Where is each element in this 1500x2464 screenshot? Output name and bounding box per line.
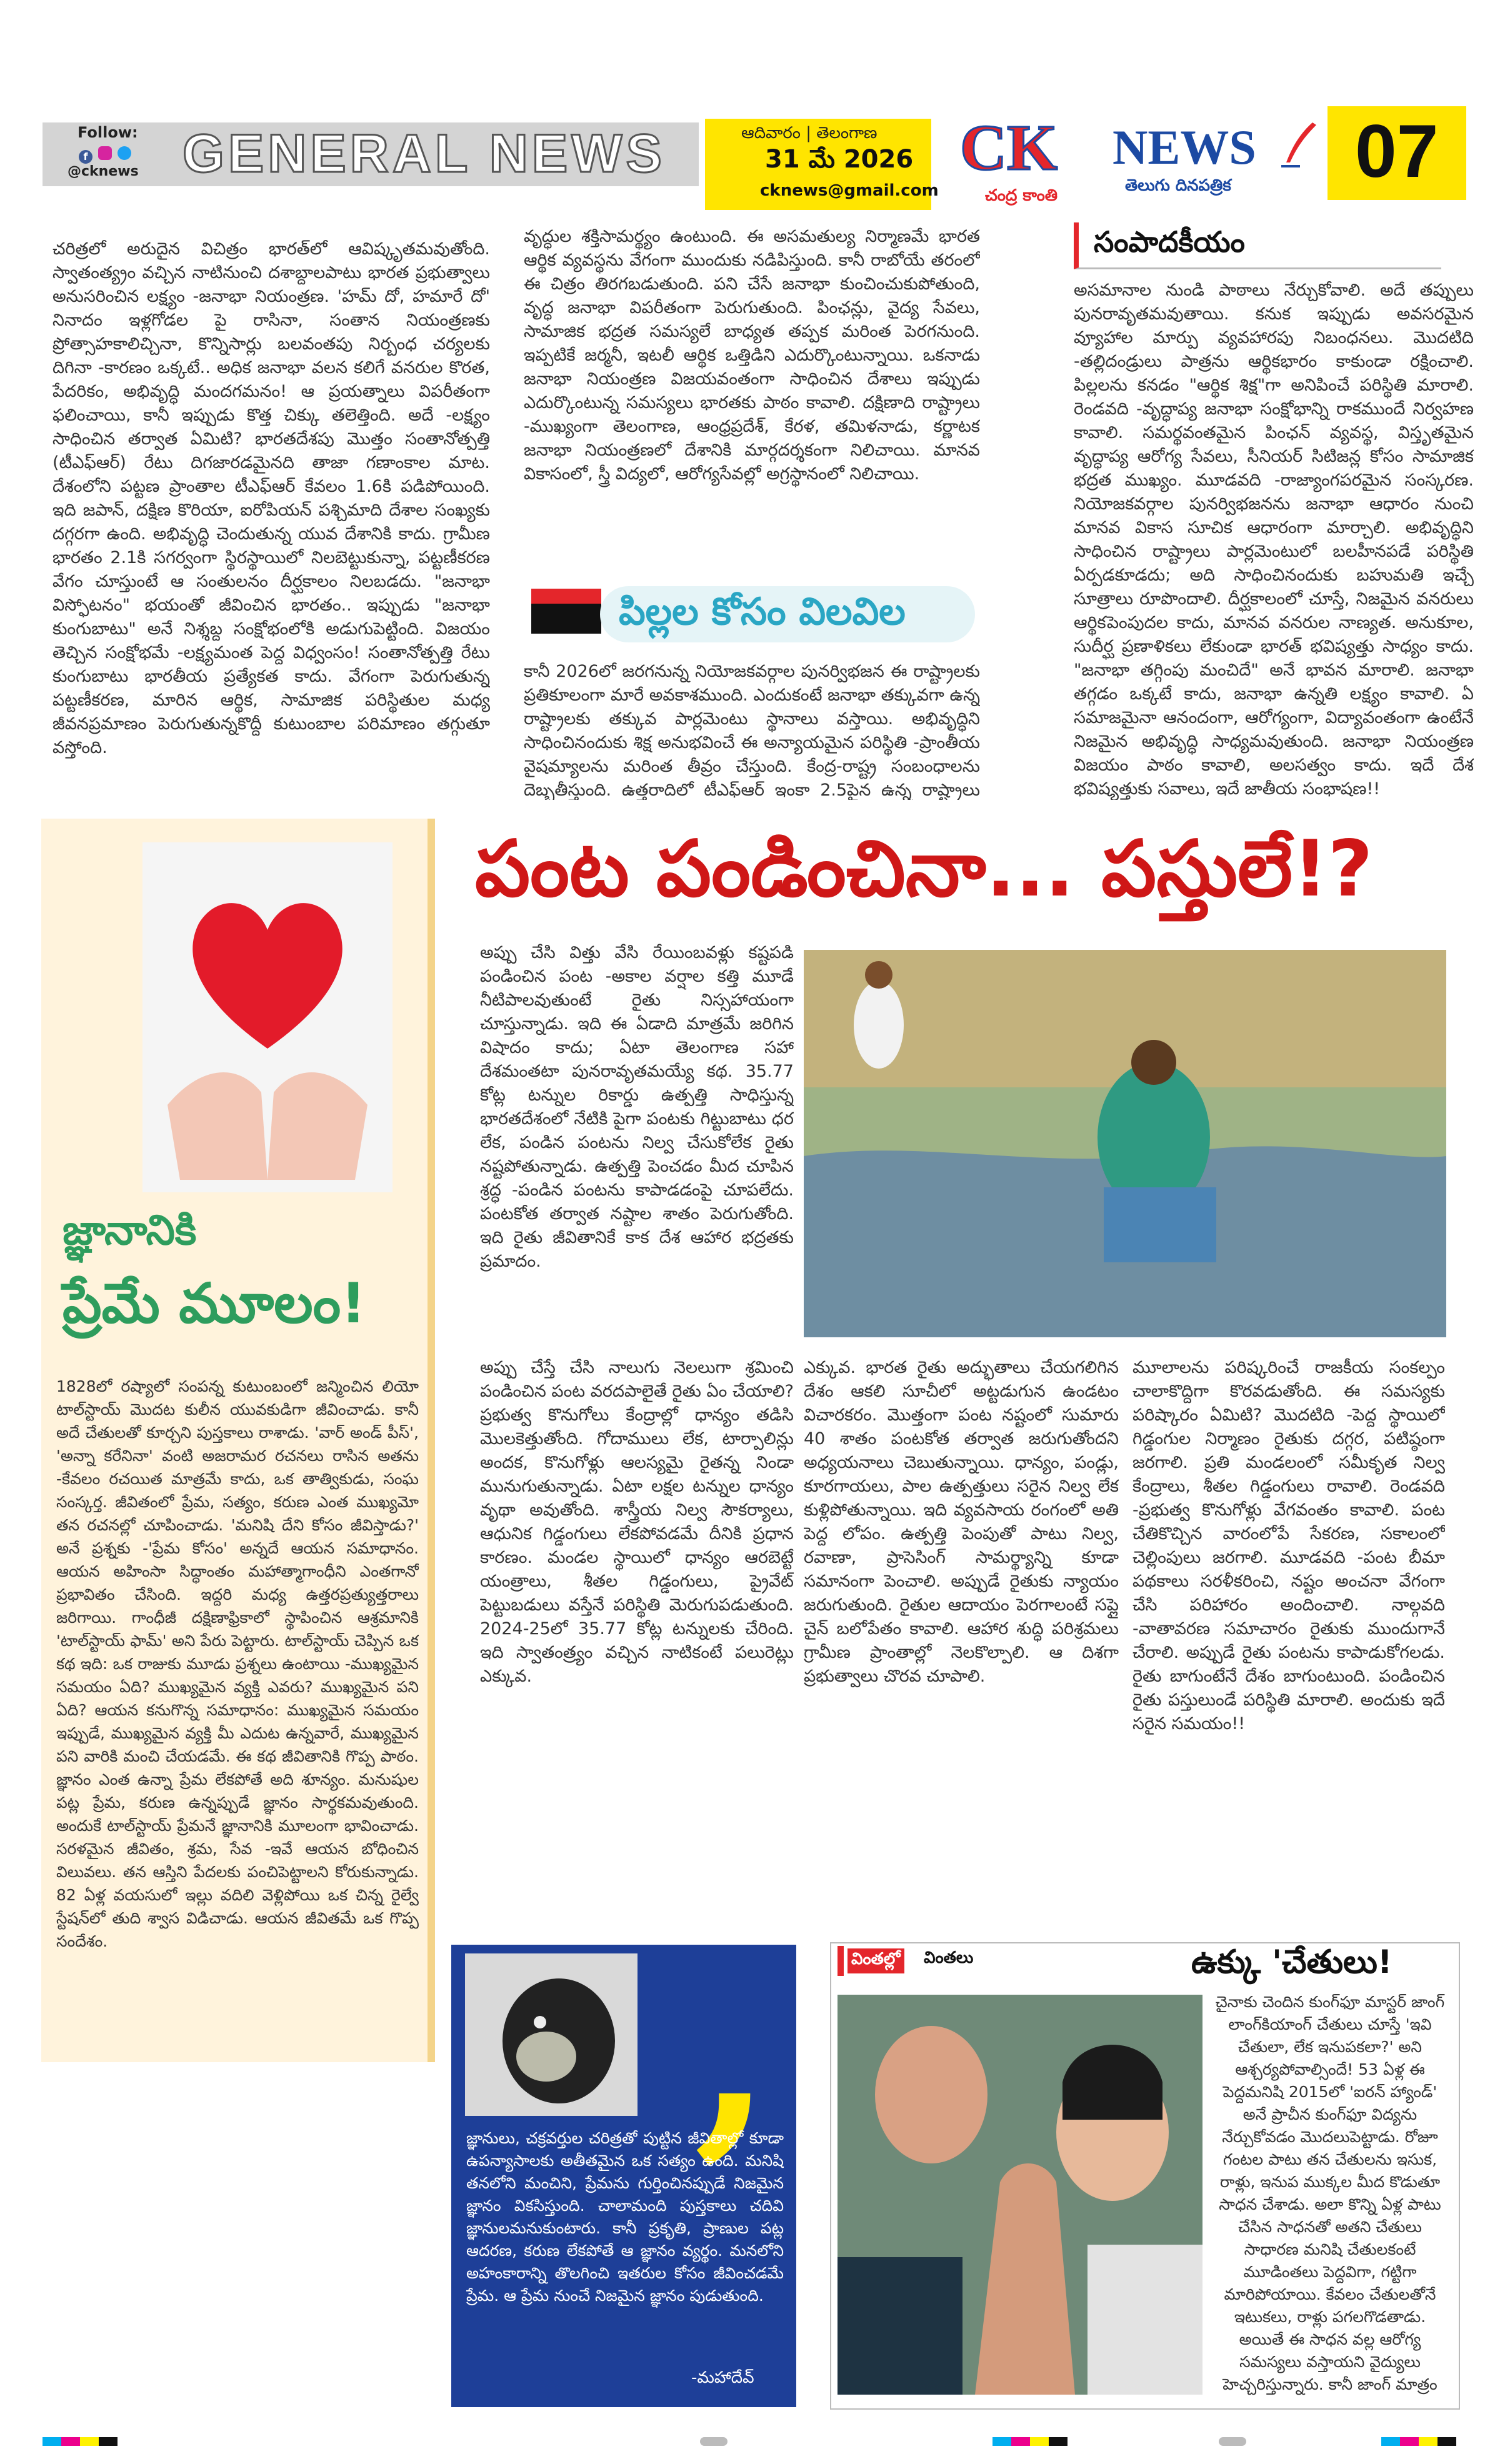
field-photo <box>804 950 1446 1337</box>
quill-icon <box>1275 121 1319 171</box>
twitter-icon[interactable] <box>118 146 131 160</box>
main-col2: ఎక్కువ. భారత రైతు అద్భుతాలు చేయగలిగిన దేశం ఆకలి సూచీలో అట్టడుగున ఉండటం విచారకరం. మొత్తంగా పంట నష్టంలో సుమారు 40 శాతం పంటకోత తర్వాత జరుగుతోందని అధ్యయనాలు చెబుతున్నాయి. ధాన్యం, పండ్లు, కూరగాయలు, పాల ఉత్పత్తులు సరైన నిల్వ లేక కుళ్లిపోతున్నాయి. ఇది వ్యవసాయ రంగంలో అతి పెద్ద లోపం. ఉత్పత్తి పెంపుతో పాటు నిల్వ, రవాణా, ప్రాసెసింగ్ సామర్థ్యాన్ని కూడా సమానంగా పెంచాలి. అప్పుడే రైతుకు న్యాయం జరుగుతుంది. రైతుల ఆదాయం పెరగాలంటే సప్లై చైన్ బలోపేతం కావాలి. ఆహార శుద్ధి పరిశ్రమలు గ్రామీణ ప్రాంతాల్లో నెలకొల్పాలి. ఆ దిశగా ప్రభుత్వాలు చొరవ చూపాలి. <box>804 1358 1119 1686</box>
instagram-icon[interactable] <box>98 146 112 160</box>
love-heading-line2: ప్రేమే మూలం! <box>62 1271 366 1335</box>
social-icons <box>79 146 141 162</box>
quote-author: -మహాదేవ్ <box>691 2368 754 2387</box>
section-title: GENERAL NEWS <box>182 124 666 184</box>
love-body: 1828లో రష్యాలో సంపన్న కుటుంబంలో జన్మించిన లియో టాల్‌స్టాయ్ మొదట కులీన యువకుడిగా జీవించాడు. కానీ అదే చేతులతో కూర్చని పుస్తకాలు రాశాడు. 'వార్ అండ్ పీస్', 'అన్నా కరేనినా' వంటి అజరామర రచనలు రాసిన అతను -కేవలం రచయిత మాత్రమే కాదు, ఒక తాత్వికుడు, సంఘ సంస్కర్త. జీవితంలో ప్రేమ, సత్యం, కరుణ ఎంత ముఖ్యమో తన రచనల్లో చూపించాడు. 'మనిషి దేని కోసం జీవిస్తాడు?' అనే ప్రశ్నకు -'ప్రేమ కోసం' అన్నదే ఆయన సమాధానం. ఆయన అహింసా సిద్ధాంతం మహాత్మాగాంధీని ఎంతగానో ప్రభావితం చేసింది. ఇద్దరి మధ్య ఉత్తరప్రత్యుత్తరాలు జరిగాయి. గాంధీజీ దక్షిణాఫ్రికాలో స్థాపించిన ఆశ్రమానికి 'టాల్‌స్టాయ్ ఫామ్' అని పేరు పెట్టారు. టాల్‌స్టాయ్ చెప్పిన ఒక కథ ఇది: ఒక రాజుకు మూడు ప్రశ్నలు ఉంటాయి -ముఖ్యమైన సమయం ఏది? ముఖ్యమైన వ్యక్తి ఎవరు? ముఖ్యమైన పని ఏది? ఆయన కనుగొన్న సమాధానం: ముఖ్యమైన సమయం ఇప్పుడే, ముఖ్యమైన వ్యక్తి మీ ఎదుట ఉన్నవారే, ముఖ్యమైన పని వారికి మంచి చేయడమే. ఈ కథ జీవితానికి గొప్ప పాఠం. జ్ఞానం ఎంత ఉన్నా ప్రేమ లేకపోతే అది శూన్యం. మనుషుల పట్ల ప్రేమ, కరుణ ఉన్నప్పుడే జ్ఞానం సార్థకమవుతుంది. అందుకే టాల్‌స్టాయ్ ప్రేమనే జ్ఞానానికి మూలంగా భావించాడు. సరళమైన జీవితం, శ్రమ, సేవ -ఇవే ఆయన బోధించిన విలువలు. తన ఆస్తిని పేదలకు పంచిపెట్టాలని కోరుకున్నాడు. 82 ఏళ్ల వయసులో ఇల్లు వదిలి వెళ్లిపోయి ఒక చిన్న రైల్వే స్టేషన్‌లో తుది శ్వాస విడిచాడు. ఆయన జీవితమే ఒక గొప్ప సందేశం. <box>56 1377 419 1950</box>
bizarre-body: చైనాకు చెందిన కుంగ్‌ఫూ మాస్టర్ జాంగ్ లాంగ్‌కియాంగ్ చేతులు చూస్తే 'ఇవి చేతులా, లేక ఇనుపకలా?' అని ఆశ్చర్యపోవాల్సిందే! 53 ఏళ్ల ఈ పెద్దమనిషి 2015లో 'ఐరన్ హ్యాండ్' అనే ప్రాచీన కుంగ్‌ఫూ విద్యను నేర్చుకోవడం మొదలుపెట్టాడు. రోజూ గంటల పాటు తన చేతులను ఇసుక, రాళ్లు, ఇనుప ముక్కల మీద కొడుతూ సాధన చేశాడు. అలా కొన్ని ఏళ్ల పాటు చేసిన సాధనతో అతని చేతులు సాధారణ మనిషి చేతులకంటే మూడింతలు పెద్దవిగా, గట్టిగా మారిపోయాయి. కేవలం చేతులతోనే ఇటుకలు, రాళ్లు పగలగొడతాడు. అయితే ఈ సాధన వల్ల ఆరోగ్య సమస్యలు వస్తాయని వైద్యులు హెచ్చరిస్తున్నారు. కానీ జాంగ్ మాత్రం <box>1215 1993 1445 2393</box>
main-headline: పంట పండించినా... పస్తులే!? <box>475 824 1373 914</box>
top-article-col1: చరిత్రలో అరుదైన విచిత్రం భారత్‌లో ఆవిష్కృతమవుతోంది. స్వాతంత్య్రం వచ్చిన నాటినుంచి దశాబ్దాలపాటు భారత ప్రభుత్వాలు అనుసరించిన లక్ష్యం -జనాభా నియంత్రణ. 'హమ్ దో, హమారే దో' నినాదం ఇళ్లగోడల పై రాసినా, సంతాన నియంత్రణకు ప్రోత్సాహకాలిచ్చినా, కొన్నిసార్లు బలవంతపు నిర్బంధ చర్యలకు దిగినా -కారణం ఒక్కటే.. అధిక జనాభా వలన కలిగే వనరుల కొరత, పేదరికం, అభివృద్ధి మందగమనం! ఆ ప్రయత్నాలు విపరీతంగా ఫలించాయి, కానీ ఇప్పుడు కొత్త చిక్కు తలెత్తింది. అదే -లక్ష్యం సాధించిన తర్వాత ఏమిటి? భారతదేశపు మొత్తం సంతానోత్పత్తి (టీఎఫ్ఆర్) రేటు దిగజారడమైనది తాజా గణాంకాల మాట. దేశంలోని పట్టణ ప్రాంతాల టీఎఫ్ఆర్ కేవలం 1.6కి పడిపోయింది. ఇది జపాన్, దక్షిణ కొరియా, ఐరోపియన్ పశ్చిమాది దేశాల సంఖ్యకు దగ్గరగా ఉంది. అభివృద్ధి చెందుతున్న యువ దేశానికి కాదు. గ్రామీణ భారతం 2.1కి సగర్వంగా స్థిరస్థాయిలో నిలబెట్టుకున్నా, పట్టణీకరణ వేగం చూస్తుంటే ఆ సంతులనం దీర్ఘకాలం నిలబడదు. "జనాభా విస్ఫోటనం" భయంతో జీవించిన భారతం.. ఇప్పుడు "జనాభా కుంగుబాటు" అనే నిశ్శబ్ద సంక్షోభంలోకి అడుగుపెట్టింది. విజయం తెచ్చిన సంక్షోభమే -లక్ష్యమంత పెద్ద విధ్వంసం! సంతానోత్పత్తి రేటు కుంగుబాటు భారతీయ ప్రత్యేకత కాదు. వేగంగా పెరుగుతున్న పట్టణీకరణ, మారిన ఆర్థిక, సామాజిక పరిస్థితుల మధ్య జీవనప్రమాణం పెరుగుతున్నకొద్దీ కుటుంబాల పరిమాణం తగ్గుతూ వస్తోంది. <box>52 239 490 757</box>
editorial-label: సంపాదకీయం <box>1094 225 1246 259</box>
page-number: 07 <box>1355 109 1439 193</box>
heart-icon <box>142 842 392 1192</box>
main-col1: అప్పు చేసి విత్తు వేసి రేయింబవళ్లు కష్టపడి పండించిన పంట -అకాల వర్షాల కత్తి మూడే నీటిపాలవుతుంటే రైతు నిస్సహాయంగా చూస్తున్నాడు. ఇది ఈ ఏడాది మాత్రమే జరిగిన విషాదం కాదు; ఏటా తెలంగాణ సహా దేశమంతటా పునరావృతమయ్యే కథ. 35.77 కోట్ల టన్నుల రికార్డు ఉత్పత్తి సాధిస్తున్న భారతదేశంలో నేటికి పైగా పంటకు గిట్టుబాటు ధర లేక, పండిన పంటను నిల్వ చేసుకోలేక రైతు నష్టపోతున్నాడు. ఉత్పత్తి పెంచడం మీద చూపిన శ్రద్ధ -పండిన పంటను కాపాడడంపై చూపలేదు. పంటకోత తర్వాత నష్టాల శాతం పెరుగుతోంది. ఇది రైతు జీవితానికే కాక దేశ ఆహార భద్రతకు ప్రమాదం. <box>480 943 794 1271</box>
headline-bar-red <box>531 589 601 604</box>
top-article-col2-lower: కానీ 2026లో జరగనున్న నియోజకవర్గాల పునర్విభజన ఈ రాష్ట్రాలకు ప్రతికూలంగా మారే అవకాశముంది. ఎందుకంటే జనాభా తక్కువగా ఉన్న రాష్ట్రాలకు తక్కువ పార్లమెంటు స్థానాలు వస్తాయి. అభివృద్ధిని సాధించినందుకు శిక్ష అనుభవించే ఈ అన్యాయమైన పరిస్థితి -ప్రాంతీయ వైషమ్యాలను మరింత తీవ్రం చేస్తుంది. కేంద్ర-రాష్ట్ర సంబంధాలను దెబ్బతీస్తుంది. ఉత్తరాదిలో టీఎఫ్ఆర్ ఇంకా 2.5పైన ఉన్న రాష్ట్రాలు <box>524 662 980 800</box>
comma-icon: , <box>694 1917 772 2182</box>
logo-subtitle: చంద్ర కాంతి <box>985 186 1058 205</box>
chimp-icon <box>465 1953 638 2116</box>
date-text: 31 మే 2026 <box>765 145 914 174</box>
day-line: ఆదివారం | తెలంగాణ <box>741 124 878 142</box>
headline-bar-black <box>531 604 601 634</box>
social-handle[interactable]: @cknews <box>68 164 139 179</box>
logo-tagline: తెలుగు దినపత్రిక <box>1125 176 1231 195</box>
top-article-col3: అసమానాల నుండి పాఠాలు నేర్చుకోవాలి. అదే తప్పులు పునరావృతమవుతాయి. కనుక ఇప్పుడు అవసరమైన వ్యూహాల మార్పు వ్యవహారపు నిబంధనలు. మొదటిది -తల్లిదండ్రులు పాత్రను ఆర్థికభారం కాకుండా రక్షించాలి. పిల్లలను కనడం "ఆర్థిక శిక్ష"గా అనిపించే పరిస్థితి మారాలి. రెండవది -వృద్ధాప్య జనాభా సంక్షోభాన్ని రాకముందే నిర్వహణ కావాలి. సమర్థవంతమైన పింఛన్ వ్యవస్థ, విస్తృతమైన వృద్ధాప్య ఆరోగ్య సేవలు, సీనియర్ సిటిజన్ల కోసం సామాజిక భద్రత ముఖ్యం. మూడవది -రాజ్యాంగపరమైన సంస్కరణ. నియోజకవర్గాల పునర్విభజనను జనాభా ఆధారం నుంచి మానవ వికాస సూచిక ఆధారంగా మార్చాలి. అభివృద్ధిని సాధించిన రాష్ట్రాలు పార్లమెంటులో బలహీనపడే పరిస్థితి ఏర్పడకూడదు; అది సాధించినందుకు బహుమతి ఇచ్చే సూత్రాలు రూపొందాలి. దీర్ఘకాలంలో చూస్తే, నిజమైన వనరులు ఆర్థికపెంపుదల కాదు, మానవ వనరుల నాణ్యత. అనుకూల, సుదీర్ఘ ప్రణాళికలు లేకుండా భారత్ భవిష్యత్తు సాధ్యం కాదు. "జనాభా తగ్గింపు మంచిదే" అనే భావన మారాలి. జనాభా తగ్గడం ఒక్కటే కాదు, జనాభా ఉన్నతి లక్ష్యం కావాలి. ఏ సమాజమైనా ఆనందంగా, ఆరోగ్యంగా, విద్యావంతంగా ఉంటేనే నిజమైన అభివృద్ధి సాధ్యమవుతుంది. జనాభా నియంత్రణ విజయం పాఠం కావాలి, అలసత్వం కాదు. ఇదే దేశ భవిష్యత్తుకు సవాలు, ఇదే జాతీయ సంభాషణ!! <box>1074 281 1474 799</box>
bizarre-headline: ఉక్కు 'చేతులు! <box>1191 1943 1392 1981</box>
top-article-col2-upper: వృద్ధుల శక్తిసామర్థ్యం ఉంటుంది. ఈ అసమతుల్య నిర్మాణమే భారత ఆర్థిక వ్యవస్థను వేగంగా ముందుకు నడిపిస్తుంది. కానీ రాబోయే తరంలో ఈ చిత్రం తిరగబడుతుంది. పని చేసే జనాభా కుంచించుకుపోతుంది, వృద్ధ జనాభా విపరీతంగా పెరుగుతుంది. పింఛన్లు, వైద్య సేవలు, సామాజిక భద్రత సమస్యలే బాధ్యత తప్పక మరింత పెరగనుంది. ఇప్పటికే జర్మనీ, ఇటలీ ఆర్థిక ఒత్తిడిని ఎదుర్కొంటున్నాయి. ఒకనాడు జనాభా నియంత్రణ విజయవంతంగా సాధించిన దేశాలు ఇప్పుడు ఎదుర్కొంటున్న సమస్యలు భారతకు పాఠం కావాలి. దక్షిణాది రాష్ట్రాలు -ముఖ్యంగా తెలంగాణ, ఆంధ్రప్రదేశ్, కేరళ, తమిళనాడు, కర్ణాటక జనాభా నియంత్రణలో దేశానికి మార్గదర్శకంగా నిలిచాయి. మానవ వికాసంలో, స్త్రీ విద్యలో, ఆరోగ్యసేవల్లో అగ్రస్థానంలో నిలిచాయి. <box>524 227 980 484</box>
main-col3: మూలాలను పరిష్కరించే రాజకీయ సంకల్పం చాలాకొద్దిగా కొరవడుతోంది. ఈ సమస్యకు పరిష్కారం ఏమిటి? మొదటిది -పెద్ద స్థాయిలో గిడ్డంగుల నిర్మాణం రైతుకు దగ్గర, పటిష్ఠంగా జరగాలి. ప్రతి మండలంలో సమీకృత నిల్వ కేంద్రాలు, శీతల గిడ్డంగులు రావాలి. రెండవది -ప్రభుత్వ కొనుగోళ్లు వేగవంతం కావాలి. పంట చేతికొచ్చిన వారంలోపే సేకరణ, సకాలంలో చెల్లింపులు జరగాలి. మూడవది -పంట బీమా పథకాలు సరళీకరించి, నష్టం అంచనా వేగంగా చేసి పరిహారం అందించాలి. నాల్గవది -వాతావరణ సమాచారం రైతుకు ముందుగానే చేరాలి. అప్పుడే రైతు పంటను కాపాడుకోగలడు. రైతు బాగుంటేనే దేశం బాగుంటుంది. పండించిన రైతు పస్తులుండే పరిస్థితి మారాలి. అందుకు ఇదే సరైన సమయం!! <box>1132 1358 1445 1733</box>
quote-text: జ్ఞానులు, చక్రవర్తుల చరిత్రతో పుట్టిన జీవితాల్లో కూడా ఉపన్యాసాలకు అతీతమైన ఒక సత్యం ఉంది. మనిషి తనలోని మంచిని, ప్రేమను గుర్తించినప్పుడే నిజమైన జ్ఞానం వికసిస్తుంది. చాలామంది పుస్తకాలు చదివి జ్ఞానులమనుకుంటారు. కానీ ప్రకృతి, ప్రాణుల పట్ల ఆదరణ, కరుణ లేకపోతే ఆ జ్ఞానం వ్యర్థం. మనలోని అహంకారాన్ని తొలగించి ఇతరుల కోసం జీవించడమే ప్రేమ. ఆ ప్రేమ నుంచే నిజమైన జ్ఞానం పుడుతుంది. <box>466 2129 784 2305</box>
bizarre-label-b: వింతలు <box>924 1948 974 1967</box>
footer-marks <box>0 2437 1500 2456</box>
facebook-icon[interactable]: f <box>79 150 92 164</box>
bizarre-label-a: వింతల్లో <box>848 1948 904 1973</box>
email-text[interactable]: cknews@gmail.com <box>760 181 939 200</box>
logo-news: NEWS <box>1112 120 1256 174</box>
top-headline: పిల్లల కోసం విలవిల <box>619 590 906 634</box>
bizarre-photo <box>838 1995 1202 2395</box>
logo-box <box>960 114 1105 189</box>
logo-ck: CK <box>960 112 1058 184</box>
follow-label: Follow: <box>78 124 138 141</box>
main-col1b: అప్పు చేస్తే చేసి నాలుగు నెలలుగా శ్రమించి పండించిన పంట వరదపాలైతే రైతు ఏం చేయాలి? ప్రభుత్వ కొనుగోలు కేంద్రాల్లో ధాన్యం తడిసి మొలకెత్తుతోంది. గోదాములు లేక, టార్పాలిన్లు అందక, కొనుగోళ్లు ఆలస్యమై రైతన్న నిండా మునుగుతున్నాడు. ఏటా లక్షల టన్నుల ధాన్యం వృథా అవుతోంది. శాస్త్రీయ నిల్వ సౌకర్యాలు, ఆధునిక గిడ్డంగులు లేకపోవడమే దీనికి ప్రధాన కారణం. మండల స్థాయిలో ధాన్యం ఆరబెట్టే యంత్రాలు, శీతల గిడ్డంగులు, ప్రైవేట్ పెట్టుబడులు వస్తేనే పరిస్థితి మెరుగుపడుతుంది. 2024-25లో 35.77 కోట్ల టన్నులకు చేరింది. ఇది స్వాతంత్ర్యం వచ్చిన నాటికంటే పలురెట్లు ఎక్కువ. <box>480 1358 794 1686</box>
love-heading-line1: జ్ఞానానికి <box>62 1206 197 1254</box>
